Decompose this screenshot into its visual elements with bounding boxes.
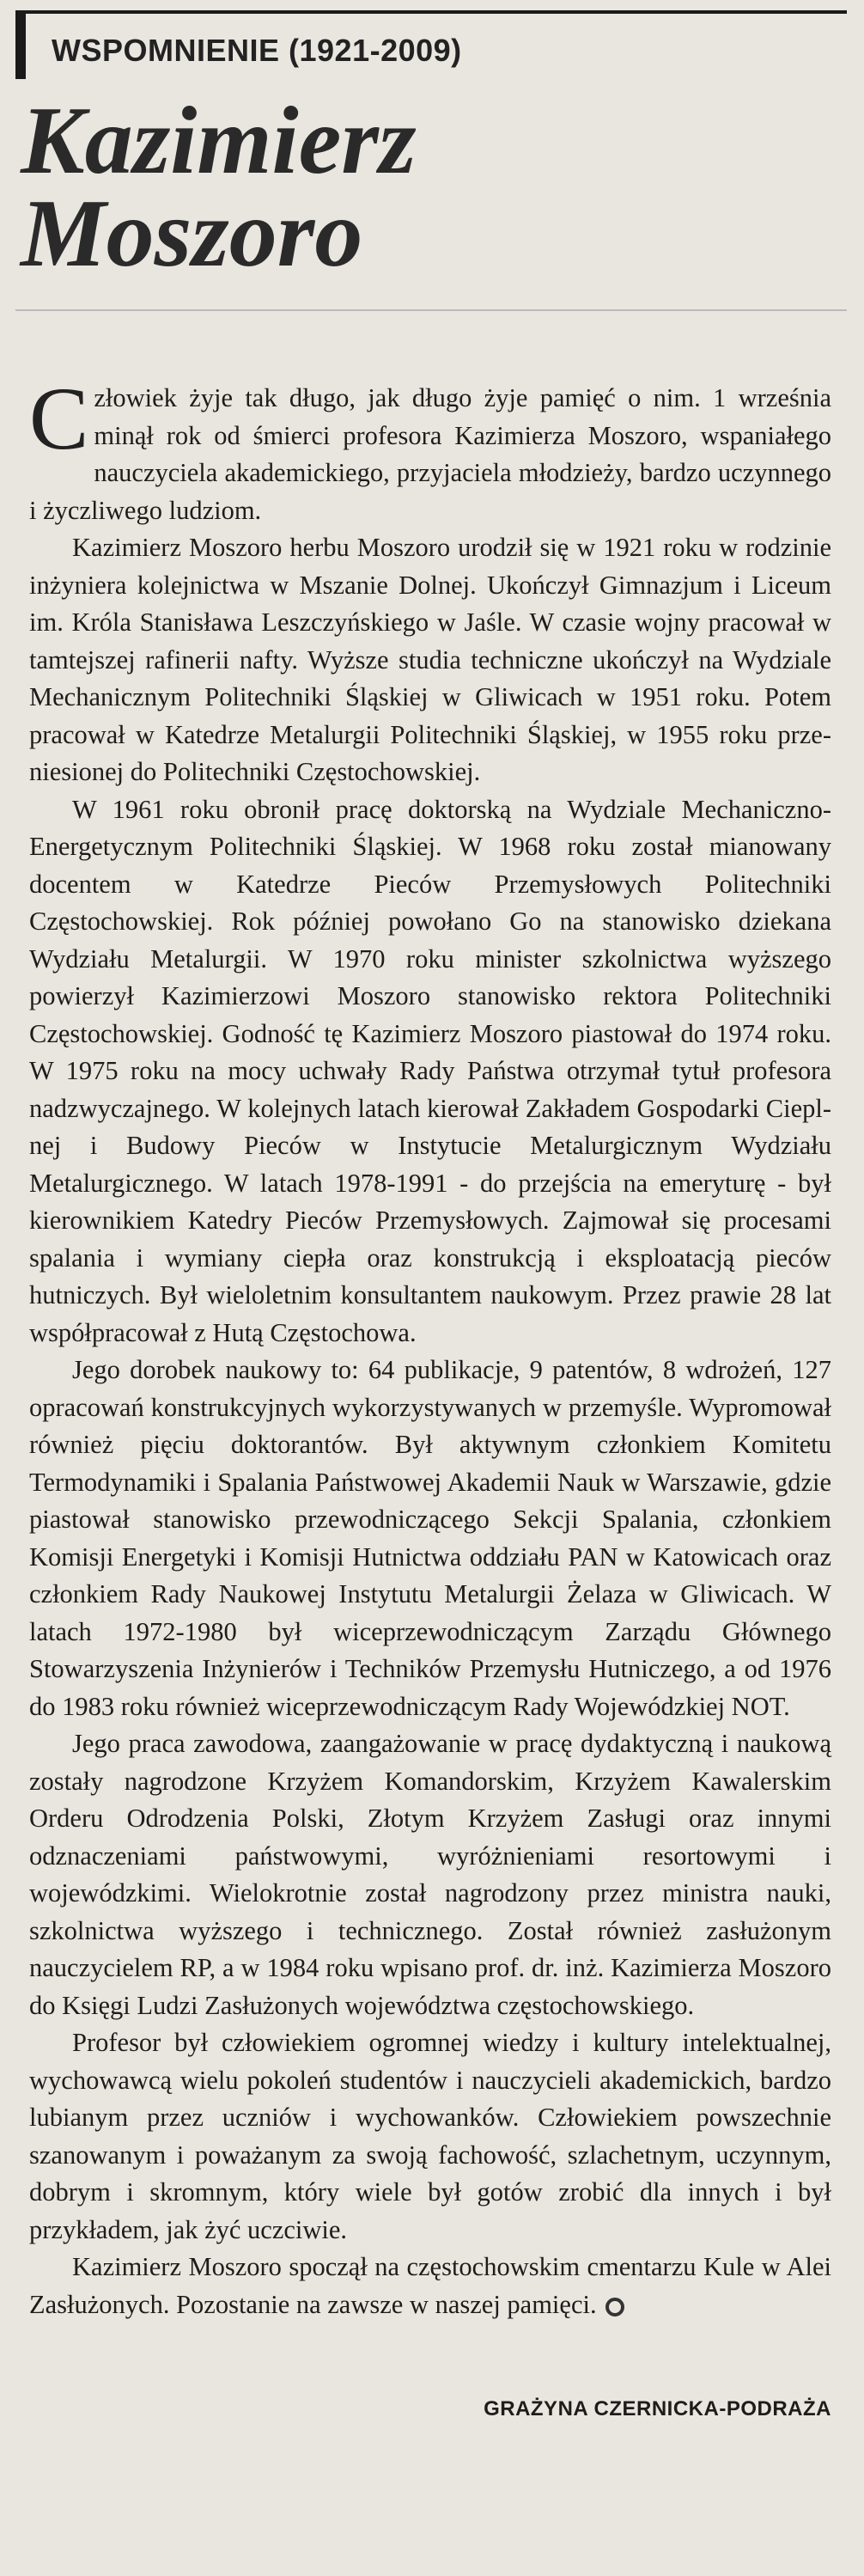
- paragraph-6: Profesor był człowiekiem ogromnej wiedzy i kultury intelektualnej, wychowawcą wielu pokoleń studentów i nauczycieli akademickich, bardzo lubianym przez uczniów i wychowanków. Człowiekiem powszechnie szanowanym i poważanym za swoją fachowość, szlachetnym, uczynnym, dobrym i skromnym, który wiele był gotów zrobić dla innych i był przykładem, jak żyć uczciwie.: [29, 2028, 831, 2244]
- paragraph-4: Jego dorobek naukowy to: 64 publikacje, 9 patentów, 8 wdrożeń, 127 opracowań konstrukcyjnych wykorzystywanych w przemyśle. Wypromował również pięciu doktorantów. Był aktywnym członkiem Komitetu Termodynamiki i Spalania Państwowej Akademii Nauk w Warszawie, gdzie piastował stanowisko przewodniczącego Sekcji Spalania, członkiem Komisji Energetyki i Komisji Hutnictwa oddziału PAN w Katowicach oraz członkiem Rady Naukowej Instytutu Metalurgii Żelaza w Gliwicach. W latach 1972-1980 był wiceprzewodniczącym Zarządu Głównego Stowarzyszenia Inżynierów i Techników Przemysłu Hutniczego, a od 1976 do 1983 roku również wiceprzewodniczącym Rady Wojewódzkiej NOT.: [29, 1355, 831, 1721]
- drop-cap: C: [29, 369, 89, 468]
- paragraph-3: W 1961 roku obronił pracę doktorską na Wydziale Mechaniczno-Energetycznym Politechniki Śląskiej. W 1968 roku został mianowany docentem w Katedrze Pieców Przemysłowych Politechniki Częstochowskiej. Rok później powołano Go na stanowisko dziekana Wydziału Metalurgii. W 1970 roku minister szkolnictwa wyższego powierzył Kazimierzowi Moszoro stanowisko rektora Politechniki Częstochowskiej. Godność tę Kazimierz Moszoro piastował do 1974 roku. W 1975 roku na mocy uchwały Rady Państwa otrzymał tytuł profesora nadzwyczajnego. W kolejnych latach kierował Zakładem Gospodarki Cieplnej i Budowy Pieców w Instytucie Metalurgicznym Wydziału Metalurgicznego. W latach 1978-1991 - do przejścia na emeryturę - był kierownikiem Katedry Pieców Przemysłowych. Zajmował się procesami spalania i wymiany ciepła oraz konstrukcją i eksploatacją pieców hutniczych. Był wieloletnim konsultantem naukowym. Przez prawie 28 lat współpracował z Hutą Częstochowa.: [29, 794, 831, 1347]
- title-line-2: Moszoro: [21, 180, 363, 287]
- section-kicker: WSPOMNIENIE (1921-2009): [52, 33, 462, 68]
- title-line-1: Kazimierz: [21, 88, 417, 194]
- paragraph-text: złowiek żyje tak długo, jak długo żyje pamięć o nim. 1 września minął rok od śmierci profesora Kazimierza Moszoro, wspaniałego nauczyciela akademickiego, przyjaciela młodzieży, bardzo uczynnego i życzliwego ludziom.: [29, 383, 831, 525]
- author-signature: GRAŻYNA CZERNICKA-PODRAŻA: [484, 2397, 831, 2420]
- kicker-bar: [15, 14, 26, 79]
- top-rule: [15, 10, 847, 14]
- paragraph-text: Kazimierz Moszoro spoczął na częstochowskim cmentarzu Kule w Alei Zasłużonych. Pozostanie na zawsze w naszej pamięci.: [29, 2252, 831, 2319]
- article-title: [21, 88, 845, 287]
- title-rule: [15, 309, 847, 311]
- article-body: [29, 369, 831, 2323]
- paragraph-2: Kazimierz Moszoro herbu Moszoro urodził się w 1921 roku w rodzinie inżyniera kolejnictwa w Mszanie Dolnej. Ukończył Gimnazjum i Liceum im. Króla Stanisława Leszczyńskiego w Jaśle. W czasie wojny pracował w tamtejszej rafinerii nafty. Wyższe studia techniczne ukończył na Wydziale Mechanicznym Politechniki Śląskiej w Gliwicach w 1951 roku. Potem pracował w Katedrze Metalurgii Politechniki Śląskiej, w 1955 roku przeniesionej do Politechniki Częstochowskiej.: [29, 533, 831, 786]
- end-mark-icon: [605, 2298, 624, 2317]
- paragraph-1: [29, 369, 831, 529]
- paragraph-5: Jego praca zawodowa, zaangażowanie w pracę dydaktyczną i naukową zostały nagrodzone Krzyżem Komandorskim, Krzyżem Kawalerskim Orderu Odrodzenia Polski, Złotym Krzyżem Zasługi oraz innymi odznaczeniami państwowymi, wyróżnieniami resortowymi i wojewódzkimi. Wielokrotnie został nagrodzony przez ministra nauki, szkolnictwa wyższego i technicznego. Został również zasłużonym nauczycielem RP, a w 1984 roku wpisano prof. dr. inż. Kazimierza Moszoro do Księgi Ludzi Zasłużonych województwa częstochowskiego.: [29, 1729, 831, 2020]
- paragraph-7: [29, 2249, 831, 2323]
